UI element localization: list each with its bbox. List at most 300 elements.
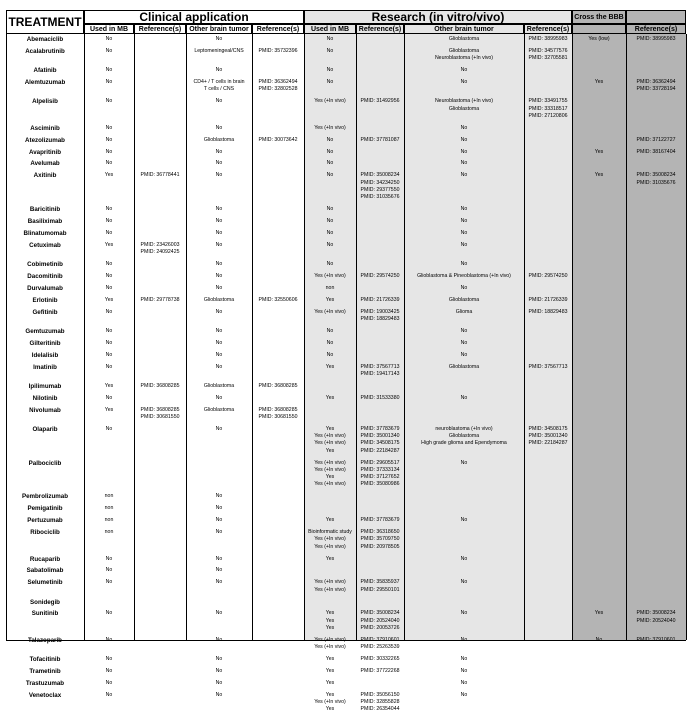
table-cell: No bbox=[105, 394, 113, 401]
table-cell: PMID: 35008234 bbox=[636, 610, 676, 617]
table-cell: No bbox=[215, 679, 223, 686]
table-cell: No bbox=[105, 656, 113, 663]
table-cell: PMID: 35008234 bbox=[360, 172, 400, 179]
table-cell: No bbox=[105, 567, 113, 574]
table-cell: PMID: 35709750 bbox=[360, 536, 400, 543]
table-cell: No bbox=[215, 636, 223, 643]
drug-name: Sabatolimab bbox=[26, 567, 64, 575]
table-cell: No bbox=[215, 425, 223, 432]
table-cell: PMID: 29377550 bbox=[360, 186, 400, 193]
table-cell: PMID: 19417143 bbox=[360, 370, 400, 377]
table-cell: No bbox=[460, 148, 468, 155]
table-cell: Yes bbox=[325, 363, 335, 370]
table-cell: No bbox=[460, 668, 468, 674]
table-cell: No bbox=[105, 136, 113, 143]
table-cell: PMID: 31035676 bbox=[360, 194, 400, 201]
table-cell: No bbox=[105, 272, 113, 279]
table-cell: No bbox=[460, 160, 468, 167]
subheader-0: Used in MB bbox=[84, 24, 134, 34]
drug-name: Acalabrutinib bbox=[25, 47, 65, 55]
table-cell: Glioblastoma bbox=[448, 105, 480, 112]
table-cell: PMID: 35835937 bbox=[360, 579, 400, 586]
bbb-header: Cross the BBB bbox=[572, 10, 626, 24]
table-cell: Yes bbox=[325, 706, 335, 712]
table-cell: Yes (+In vivo) bbox=[314, 466, 346, 473]
table-cell: No bbox=[460, 218, 468, 224]
table-cell: Yes bbox=[594, 148, 604, 155]
drug-name: Avapritinib bbox=[28, 148, 62, 156]
subheader-1: Reference(s) bbox=[134, 24, 186, 34]
table-cell: No bbox=[215, 691, 223, 698]
table-cell: No bbox=[215, 229, 223, 236]
table-cell: High grade glioma and Ependymoma bbox=[421, 440, 507, 447]
table-cell: Glioblastoma & Pineoblastoma (+In vivo) bbox=[417, 272, 511, 279]
table-cell: PMID: 37127652 bbox=[360, 474, 400, 481]
table-cell: No bbox=[460, 79, 468, 85]
drug-name: Sunitinib bbox=[31, 610, 59, 618]
table-cell: Glioblastoma bbox=[203, 406, 235, 413]
treatment-table bbox=[6, 10, 686, 712]
table-cell: Neuroblastoma (+In vivo) bbox=[434, 98, 494, 105]
table-cell: PMID: 35008234 bbox=[360, 610, 400, 617]
table-cell: No bbox=[460, 394, 468, 401]
column-divider-10 bbox=[626, 34, 627, 640]
column-divider-9 bbox=[572, 34, 573, 640]
drug-name: Nivolumab bbox=[29, 406, 61, 414]
table-cell: PMID: 30073642 bbox=[258, 136, 298, 143]
table-cell: No bbox=[105, 610, 113, 617]
table-cell: Yes bbox=[594, 79, 604, 85]
table-cell: No bbox=[105, 124, 113, 131]
table-cell: No bbox=[460, 67, 468, 74]
table-cell: PMID: 38167404 bbox=[636, 148, 676, 155]
table-cell: PMID: 18829483 bbox=[360, 315, 400, 322]
table-cell: No bbox=[215, 567, 223, 574]
table-cell: No bbox=[460, 124, 468, 131]
table-cell: Bioinformatic study bbox=[308, 529, 352, 535]
table-cell: Glioblastoma bbox=[448, 36, 480, 42]
table-cell: Yes bbox=[325, 617, 335, 624]
table-cell: Yes (+In vivo) bbox=[314, 308, 346, 315]
table-cell: PMID: 33491755 bbox=[528, 98, 568, 105]
table-cell: Yes bbox=[325, 610, 335, 617]
table-cell: No bbox=[326, 47, 334, 54]
table-cell: No bbox=[460, 284, 468, 291]
subheader-8: Reference(s) bbox=[626, 24, 686, 34]
subheader-7: Reference(s) bbox=[524, 24, 572, 34]
table-cell: T cells / CNS bbox=[203, 86, 235, 93]
table-cell: Glioblastoma bbox=[448, 363, 480, 370]
table-cell: No bbox=[105, 98, 113, 105]
table-cell: PMID: 30332265 bbox=[360, 656, 400, 663]
table-cell: No bbox=[460, 261, 468, 267]
table-cell: Glioblastoma bbox=[448, 296, 480, 303]
table-cell: PMID: 30681550 bbox=[140, 413, 180, 420]
table-cell: No bbox=[105, 579, 113, 586]
table-cell: No bbox=[215, 579, 223, 586]
table-cell: Yes (+In vivo) bbox=[314, 644, 346, 651]
drug-name: Gemtuzumab bbox=[25, 327, 65, 335]
treatment-header: TREATMENT bbox=[6, 10, 84, 34]
table-cell: No bbox=[326, 148, 334, 155]
drug-name: Nilotinib bbox=[32, 394, 58, 402]
table-cell: No bbox=[460, 459, 468, 466]
table-cell: non bbox=[104, 529, 114, 535]
table-cell: PMID: 32705581 bbox=[528, 55, 568, 62]
table-cell: Yes bbox=[325, 679, 335, 686]
table-cell: No bbox=[326, 241, 334, 248]
table-cell: No bbox=[326, 160, 334, 167]
table-cell: No bbox=[105, 636, 113, 643]
table-cell: PMID: 36318650 bbox=[360, 529, 400, 535]
table-cell: PMID: 35001340 bbox=[528, 433, 568, 439]
table-cell: PMID: 31492956 bbox=[360, 98, 400, 105]
table-cell: Yes bbox=[104, 296, 114, 303]
table-cell: Yes (+In vivo) bbox=[314, 272, 346, 279]
drug-name: Gefitinib bbox=[32, 308, 58, 316]
table-cell: No bbox=[215, 668, 223, 674]
table-cell: PMID: 30681550 bbox=[258, 413, 298, 420]
table-cell: Yes (+In vivo) bbox=[314, 699, 346, 706]
table-cell: Yes (+In vivo) bbox=[314, 543, 346, 550]
table-cell: No bbox=[326, 351, 334, 358]
drug-name: Basiliximab bbox=[27, 218, 63, 225]
column-divider-2 bbox=[134, 34, 135, 640]
table-cell: No bbox=[460, 229, 468, 236]
table-cell: PMID: 34508175 bbox=[528, 425, 568, 432]
table-cell: PMID: 37567713 bbox=[360, 363, 400, 370]
drug-name: Durvalumab bbox=[27, 284, 63, 292]
table-cell: No bbox=[215, 517, 223, 524]
table-cell: No bbox=[215, 272, 223, 279]
table-cell: PMID: 20524040 bbox=[360, 617, 400, 624]
table-cell: PMID: 21726339 bbox=[360, 296, 400, 303]
table-cell: No bbox=[105, 555, 113, 562]
table-cell: non bbox=[104, 493, 114, 500]
drug-name: Pertuzumab bbox=[27, 517, 63, 525]
table-cell: PMID: 37722268 bbox=[360, 668, 400, 674]
table-cell: Glioblastoma bbox=[203, 296, 235, 303]
drug-name: Baricitinib bbox=[29, 206, 61, 214]
table-cell: PMID: 36362494 bbox=[636, 79, 676, 85]
table-cell: PMID: 35001340 bbox=[360, 433, 400, 439]
table-cell: No bbox=[105, 668, 113, 674]
table-cell: No bbox=[460, 136, 468, 143]
table-cell: No bbox=[105, 691, 113, 698]
table-cell: No bbox=[326, 206, 334, 213]
table-cell: No bbox=[105, 679, 113, 686]
table-cell: PMID: 37910601 bbox=[636, 636, 676, 643]
table-cell: No bbox=[105, 79, 113, 85]
column-background-8 bbox=[572, 34, 626, 640]
table-cell: PMID: 33318517 bbox=[528, 105, 568, 112]
drug-name: Rucaparib bbox=[29, 555, 61, 563]
table-cell: Yes (+In vivo) bbox=[314, 440, 346, 447]
table-cell: PMID: 37567713 bbox=[528, 363, 568, 370]
drug-name: Afatinib bbox=[33, 67, 57, 75]
table-cell: Yes bbox=[325, 296, 335, 303]
table-cell: No bbox=[460, 656, 468, 663]
table-cell: No bbox=[215, 610, 223, 617]
table-cell: No bbox=[460, 241, 468, 248]
drug-name: Abemaciclib bbox=[26, 36, 64, 43]
table-cell: PMID: 29574250 bbox=[528, 272, 568, 279]
drug-name: Trastuzumab bbox=[25, 679, 65, 687]
table-cell: No bbox=[105, 229, 113, 236]
table-cell: No bbox=[105, 308, 113, 315]
drug-name: Alemtuzumab bbox=[24, 79, 66, 86]
table-cell: PMID: 34508175 bbox=[360, 440, 400, 447]
table-cell: Glioma bbox=[455, 308, 473, 315]
table-cell: No bbox=[595, 636, 603, 643]
drug-name: Palbociclib bbox=[28, 459, 62, 467]
table-cell: Yes bbox=[325, 668, 335, 674]
table-cell: Neuroblastoma (+In vivo) bbox=[434, 55, 494, 62]
table-cell: No bbox=[460, 610, 468, 617]
table-cell: Yes (+In vivo) bbox=[314, 586, 346, 593]
table-cell: Yes bbox=[325, 474, 335, 481]
table-cell: No bbox=[460, 555, 468, 562]
table-cell: Yes (+In vivo) bbox=[314, 98, 346, 105]
table-cell: No bbox=[105, 36, 113, 42]
table-cell: Yes (+In vivo) bbox=[314, 481, 346, 488]
table-cell: No bbox=[460, 339, 468, 346]
drug-name: Cetuximab bbox=[29, 241, 61, 249]
column-divider-11 bbox=[686, 34, 687, 640]
drug-name: Cobimetinib bbox=[27, 261, 63, 268]
drug-name: Tofacitinib bbox=[29, 656, 61, 664]
table-cell: PMID: 35056150 bbox=[360, 691, 400, 698]
table-cell: PMID: 29574250 bbox=[360, 272, 400, 279]
table-cell: No bbox=[215, 261, 223, 267]
table-cell: PMID: 31533380 bbox=[360, 394, 400, 401]
bbb-subheader-blank bbox=[572, 24, 626, 34]
table-cell: neuroblastoma (+In vivo) bbox=[435, 425, 493, 432]
table-cell: No bbox=[460, 206, 468, 213]
table-cell: No bbox=[215, 351, 223, 358]
table-cell: No bbox=[460, 579, 468, 586]
table-cell: No bbox=[215, 241, 223, 248]
table-cell: PMID: 37783679 bbox=[360, 425, 400, 432]
table-cell: PMID: 21726339 bbox=[528, 296, 568, 303]
subheader-2: Other brain tumor bbox=[186, 24, 252, 34]
drug-name: Avelumab bbox=[30, 160, 60, 168]
table-cell: PMID: 37781087 bbox=[360, 136, 400, 143]
table-cell: Yes bbox=[325, 625, 335, 631]
drug-name: Trametinib bbox=[29, 668, 61, 675]
table-cell: No bbox=[460, 172, 468, 179]
table-cell: No bbox=[460, 351, 468, 358]
table-cell: No bbox=[460, 679, 468, 686]
table-cell: No bbox=[215, 160, 223, 167]
table-cell: Yes (low) bbox=[588, 36, 610, 42]
table-cell: No bbox=[215, 218, 223, 224]
drug-name: Atezolizumab bbox=[25, 136, 65, 144]
table-cell: PMID: 32550606 bbox=[258, 296, 298, 303]
table-cell: No bbox=[105, 206, 113, 213]
drug-name: Axitinib bbox=[33, 172, 57, 180]
table-cell: PMID: 36808285 bbox=[140, 406, 180, 413]
table-cell: PMID: 29550101 bbox=[360, 586, 400, 593]
column-divider-4 bbox=[252, 34, 253, 640]
table-cell: PMID: 26354044 bbox=[360, 706, 400, 712]
table-cell: No bbox=[326, 172, 334, 179]
table-cell: PMID: 35008234 bbox=[636, 172, 676, 179]
table-cell: Yes (+In vivo) bbox=[314, 579, 346, 586]
table-cell: PMID: 22184287 bbox=[360, 447, 400, 454]
table-cell: No bbox=[326, 327, 334, 334]
table-cell: No bbox=[215, 206, 223, 213]
table-cell: PMID: 27120806 bbox=[528, 112, 568, 119]
table-cell: No bbox=[105, 351, 113, 358]
table-cell: No bbox=[326, 229, 334, 236]
clinical-header: Clinical application bbox=[84, 10, 304, 24]
table-cell: No bbox=[215, 327, 223, 334]
table-cell: Yes bbox=[104, 406, 114, 413]
table-cell: No bbox=[326, 339, 334, 346]
drug-name: Asciminib bbox=[30, 124, 60, 132]
table-cell: No bbox=[460, 517, 468, 524]
subheader-6: Other brain tumor bbox=[404, 24, 524, 34]
table-cell: No bbox=[215, 529, 223, 535]
table-cell: No bbox=[215, 124, 223, 131]
drug-name: Idelalisib bbox=[31, 351, 59, 359]
table-cell: PMID: 20524040 bbox=[636, 617, 676, 624]
subheader-5: Reference(s) bbox=[356, 24, 404, 34]
table-cell: non bbox=[104, 505, 114, 512]
subheader-4: Used in MB bbox=[304, 24, 356, 34]
table-cell: No bbox=[326, 136, 334, 143]
table-cell: No bbox=[105, 363, 113, 370]
bbb-header-right bbox=[626, 10, 686, 24]
table-cell: Glioblastoma bbox=[203, 136, 235, 143]
table-cell: PMID: 33728194 bbox=[636, 86, 676, 93]
table-cell: Glioblastoma bbox=[448, 433, 480, 439]
table-cell: Yes bbox=[104, 172, 114, 179]
table-cell: Yes bbox=[325, 447, 335, 454]
table-cell: PMID: 35080986 bbox=[360, 481, 400, 488]
table-cell: PMID: 38995983 bbox=[528, 36, 568, 42]
drug-name: Olaparib bbox=[32, 425, 58, 433]
table-cell: No bbox=[215, 67, 223, 74]
table-cell: Yes bbox=[325, 691, 335, 698]
table-cell: No bbox=[215, 656, 223, 663]
drug-name: Imatinib bbox=[33, 363, 57, 371]
table-cell: PMID: 31035676 bbox=[636, 179, 676, 186]
table-cell: Glioblastoma bbox=[448, 47, 480, 54]
table-cell: Yes (+In vivo) bbox=[314, 124, 346, 131]
drug-name: Sonidegib bbox=[30, 598, 60, 606]
table-cell: No bbox=[215, 493, 223, 500]
table-cell: PMID: 36808285 bbox=[140, 382, 180, 389]
drug-name: Pemigatinib bbox=[27, 505, 63, 513]
table-cell: Yes (+In vivo) bbox=[314, 636, 346, 643]
table-cell: PMID: 18829483 bbox=[528, 308, 568, 315]
table-cell: No bbox=[215, 505, 223, 512]
table-cell: PMID: 37910601 bbox=[360, 636, 400, 643]
table-cell: No bbox=[105, 327, 113, 334]
table-cell: Yes bbox=[594, 172, 604, 179]
table-cell: PMID: 32855828 bbox=[360, 699, 400, 706]
table-cell: PMID: 32802528 bbox=[258, 86, 298, 93]
table-cell: No bbox=[105, 47, 113, 54]
table-cell: Yes (+In vivo) bbox=[314, 459, 346, 466]
table-cell: PMID: 35732396 bbox=[258, 47, 298, 54]
table-cell: Yes bbox=[325, 394, 335, 401]
table-cell: No bbox=[215, 308, 223, 315]
table-cell: PMID: 37783679 bbox=[360, 517, 400, 524]
table-cell: PMID: 20053726 bbox=[360, 625, 400, 631]
drug-name: Talazoparib bbox=[28, 636, 62, 644]
table-cell: PMID: 38995983 bbox=[636, 36, 676, 42]
table-cell: No bbox=[326, 218, 334, 224]
table-cell: No bbox=[105, 218, 113, 224]
drug-name: Dacomitinib bbox=[27, 272, 63, 280]
table-cell: No bbox=[105, 339, 113, 346]
table-cell: No bbox=[105, 160, 113, 167]
table-cell: PMID: 29605517 bbox=[360, 459, 400, 466]
table-cell: No bbox=[215, 363, 223, 370]
table-cell: No bbox=[460, 327, 468, 334]
table-cell: PMID: 29778738 bbox=[140, 296, 180, 303]
drug-name: Ribociclib bbox=[30, 529, 60, 536]
table-cell: PMID: 25263539 bbox=[360, 644, 400, 651]
drug-name: Pembrolizumab bbox=[21, 493, 69, 501]
table-cell: No bbox=[215, 36, 223, 42]
table-cell: PMID: 24092425 bbox=[140, 249, 180, 256]
table-cell: No bbox=[105, 425, 113, 432]
table-cell: PMID: 34234250 bbox=[360, 179, 400, 186]
table-cell: No bbox=[326, 79, 334, 85]
drug-name: Gilteritinib bbox=[29, 339, 61, 347]
drug-name: Alpelisib bbox=[32, 98, 58, 106]
table-cell: PMID: 36362494 bbox=[258, 79, 298, 85]
table-cell: Yes bbox=[325, 517, 335, 524]
table-cell: No bbox=[105, 284, 113, 291]
drug-name: Ipilimumab bbox=[28, 382, 62, 390]
table-cell: CD4+ / T cells in brain bbox=[193, 79, 245, 85]
table-cell: Glioblastoma bbox=[203, 382, 235, 389]
table-cell: No bbox=[105, 148, 113, 155]
drug-name: Selumetinib bbox=[27, 579, 63, 587]
table-cell: non bbox=[325, 284, 335, 291]
table-cell: No bbox=[215, 394, 223, 401]
column-background-9 bbox=[626, 34, 686, 640]
table-cell: Leptomeningeal/CNS bbox=[194, 47, 244, 54]
table-cell: No bbox=[326, 261, 334, 267]
table-cell: Yes (+In vivo) bbox=[314, 536, 346, 543]
table-cell: PMID: 19003425 bbox=[360, 308, 400, 315]
table-cell: PMID: 37122727 bbox=[636, 136, 676, 143]
table-cell: No bbox=[326, 67, 334, 74]
table-cell: Yes (+In vivo) bbox=[314, 433, 346, 439]
table-cell: No bbox=[460, 636, 468, 643]
column-divider-8 bbox=[524, 34, 525, 640]
research-header: Research (in vitro/vivo) bbox=[304, 10, 572, 24]
drug-name: Venetoclax bbox=[28, 691, 62, 699]
table-cell: Yes bbox=[325, 425, 335, 432]
table-cell: Yes bbox=[325, 656, 335, 663]
table-cell: PMID: 37333134 bbox=[360, 466, 400, 473]
table-cell: No bbox=[105, 261, 113, 267]
column-background-3 bbox=[252, 34, 304, 640]
table-cell: No bbox=[215, 339, 223, 346]
table-cell: PMID: 20978505 bbox=[360, 543, 400, 550]
table-cell: PMID: 23426003 bbox=[140, 241, 180, 248]
table-cell: Yes bbox=[594, 610, 604, 617]
table-cell: PMID: 36808285 bbox=[258, 382, 298, 389]
table-cell: Yes bbox=[325, 555, 335, 562]
